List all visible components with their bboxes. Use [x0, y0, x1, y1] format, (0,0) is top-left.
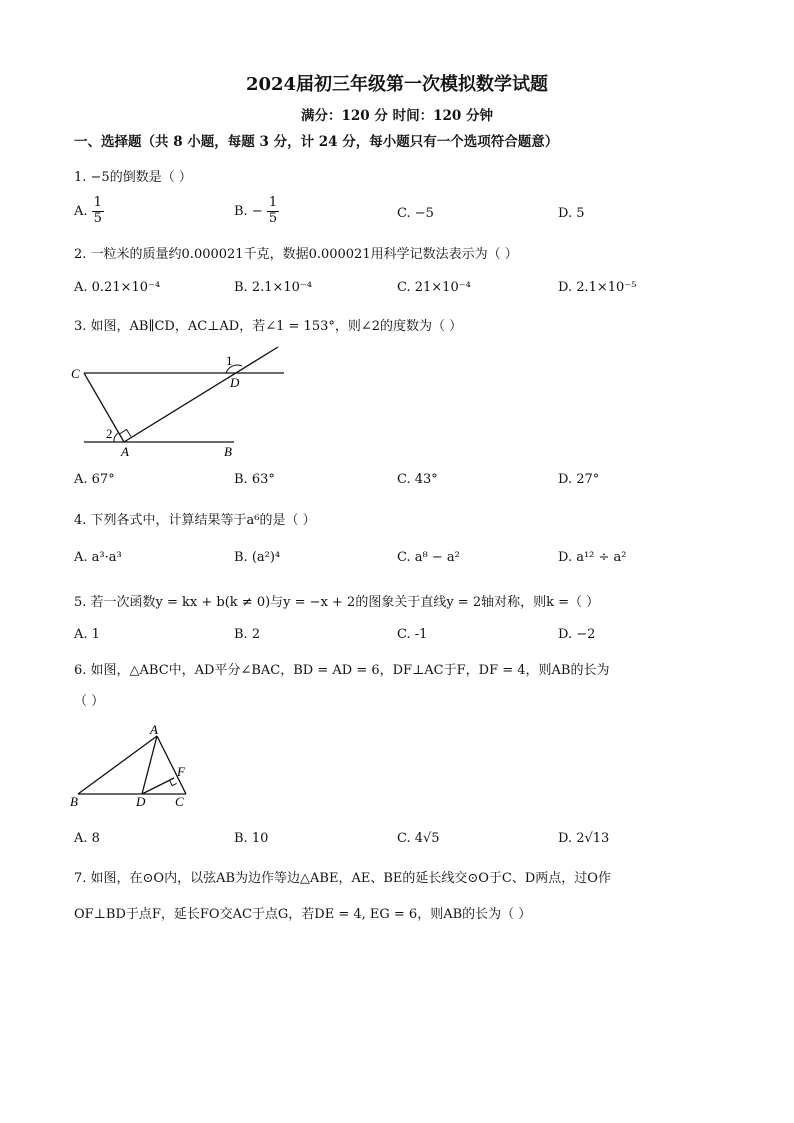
option-label: B. −	[234, 203, 263, 219]
question-6-stem: 6. 如图，△ABC中，AD平分∠BAC，BD = AD = 6，DF⊥AC于F，DF = 4，则AB的长为	[74, 663, 610, 678]
question-6-option-b[interactable]: B. 10	[234, 831, 269, 846]
question-5-option-c[interactable]: C. -1	[397, 627, 428, 642]
question-3-figure	[60, 340, 300, 465]
question-1-option-d[interactable]: D. 5	[558, 206, 585, 221]
question-1-option-b[interactable]	[234, 196, 279, 227]
question-2-stem: 2. 一粒米的质量约0.000021千克，数据0.000021用科学记数法表示为（ ）	[74, 247, 518, 262]
denominator: 5	[93, 210, 102, 226]
question-6-stem-continued: （ ）	[74, 694, 105, 709]
question-5-option-b[interactable]: B. 2	[234, 627, 261, 642]
line-ad	[124, 347, 278, 442]
question-5-option-a[interactable]: A. 1	[74, 627, 100, 642]
fraction	[92, 196, 104, 227]
question-2-option-b[interactable]: B. 2.1×10⁻⁴	[234, 280, 312, 295]
question-4-option-c[interactable]: C. a⁸ − a²	[397, 550, 460, 565]
denominator: 5	[268, 210, 278, 226]
question-2-option-d[interactable]: D. 2.1×10⁻⁵	[558, 280, 637, 295]
page-title: 2024届初三年级第一次模拟数学试题	[245, 74, 549, 95]
point-b-label: B	[70, 794, 78, 809]
question-4-option-b[interactable]: B. (a²)⁴	[234, 550, 281, 565]
question-1-option-a[interactable]	[74, 196, 104, 227]
point-f-label: F	[177, 764, 185, 779]
segment-ab	[78, 736, 157, 794]
question-6-option-a[interactable]: A. 8	[74, 831, 100, 846]
angle-1-label: 1	[226, 353, 233, 368]
question-3-stem: 3. 如图，AB∥CD，AC⊥AD，若∠1 = 153°，则∠2的度数为（ ）	[74, 319, 463, 334]
question-3-option-b[interactable]: B. 63°	[234, 472, 275, 487]
question-5-option-d[interactable]: D. −2	[558, 627, 596, 642]
question-6-figure	[66, 718, 206, 813]
question-4-option-d[interactable]: D. a¹² ÷ a²	[558, 550, 627, 565]
right-angle-mark	[120, 430, 132, 437]
question-7-stem: 7. 如图，在⊙O内，以弦AB为边作等边△ABE，AE、BE的延长线交⊙O于C、D两点，过O作	[74, 871, 611, 886]
right-angle-mark	[170, 780, 177, 785]
exam-info: 满分：120 分 时间：120 分钟	[301, 108, 493, 124]
segment-ac	[84, 373, 124, 442]
option-label: A.	[74, 203, 88, 219]
numerator: 1	[93, 195, 102, 210]
question-7-stem-continued: OF⊥BD于点F，延长FO交AC于点G，若DE = 4, EG = 6，则AB的长为（ ）	[74, 907, 532, 922]
point-a-label: A	[121, 444, 129, 459]
question-6-option-d[interactable]: D. 2√13	[558, 831, 610, 846]
section-heading: 一、选择题（共 8 小题，每题 3 分，计 24 分，每小题只有一个选项符合题意）	[74, 134, 559, 150]
numerator: 1	[268, 195, 278, 210]
point-a-label: A	[150, 722, 158, 737]
question-6-option-c[interactable]: C. 4√5	[397, 831, 440, 846]
fraction	[267, 196, 279, 227]
point-d-label: D	[230, 375, 240, 390]
question-5-stem: 5. 若一次函数y = kx + b(k ≠ 0)与y = −x + 2的图象关于直线y = 2轴对称，则k =（ ）	[74, 595, 600, 610]
question-2-option-a[interactable]: A. 0.21×10⁻⁴	[74, 280, 161, 295]
question-1-stem: 1. −5的倒数是（ ）	[74, 170, 192, 185]
question-4-stem: 4. 下列各式中，计算结果等于a⁶的是（ ）	[74, 513, 316, 528]
question-3-option-c[interactable]: C. 43°	[397, 472, 438, 487]
question-4-option-a[interactable]: A. a³·a³	[74, 550, 122, 565]
angle-2-arc	[114, 433, 118, 442]
question-3-option-a[interactable]: A. 67°	[74, 472, 115, 487]
question-2-option-c[interactable]: C. 21×10⁻⁴	[397, 280, 471, 295]
point-b-label: B	[224, 444, 232, 459]
point-c-label: C	[71, 366, 80, 381]
point-c-label: C	[175, 794, 184, 809]
question-3-option-d[interactable]: D. 27°	[558, 472, 600, 487]
question-1-option-c[interactable]: C. −5	[397, 206, 434, 221]
point-d-label: D	[136, 794, 146, 809]
angle-2-label: 2	[106, 426, 113, 441]
